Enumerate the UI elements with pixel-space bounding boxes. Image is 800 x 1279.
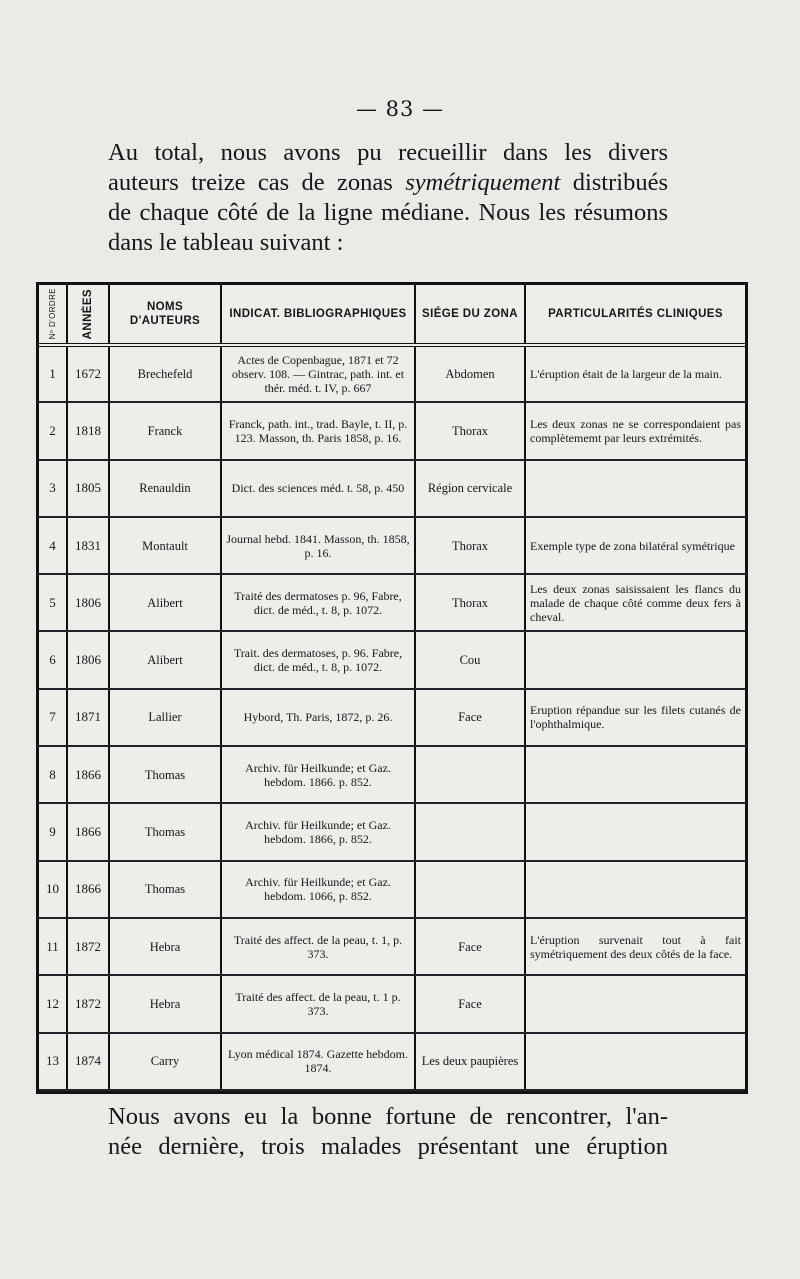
cell-author: Hebra — [109, 918, 221, 975]
cell-siege — [415, 746, 525, 803]
header-order: Nᵒ D'ORDRE — [39, 285, 67, 345]
cell-biblio: Archiv. für Heilkunde; et Gaz. hebdom. 1866, p. 852. — [221, 803, 415, 860]
cell-author: Franck — [109, 402, 221, 459]
cell-biblio: Traité des affect. de la peau, t. 1 p. 373. — [221, 975, 415, 1032]
cell-order: 8 — [39, 746, 67, 803]
cell-author: Alibert — [109, 574, 221, 631]
emphasis-word: symétriquement — [405, 169, 561, 196]
header-biblio: INDICAT. BIBLIOGRAPHIQUES — [221, 285, 415, 345]
cell-author: Lallier — [109, 689, 221, 746]
outro-paragraph — [108, 1102, 668, 1162]
cell-siege: Face — [415, 689, 525, 746]
intro-line-text: distribués — [560, 169, 668, 196]
cell-clinical — [525, 746, 745, 803]
cell-author: Alibert — [109, 631, 221, 688]
cases-table — [39, 285, 745, 1091]
cell-siege: Thorax — [415, 402, 525, 459]
cell-biblio: Traité des affect. de la peau, t. 1, p. 373. — [221, 918, 415, 975]
cell-clinical: L'éruption survenait tout à fait symétriquement des deux côtés de la face. — [525, 918, 745, 975]
table-row — [39, 574, 745, 631]
intro-line: dans le tableau suivant : — [108, 229, 344, 256]
cell-author: Thomas — [109, 861, 221, 918]
intro-line: de chaque côté de la ligne médiane. Nous les résumons — [108, 199, 668, 226]
cell-clinical — [525, 861, 745, 918]
cell-author: Renauldin — [109, 460, 221, 517]
cell-order: 13 — [39, 1033, 67, 1090]
cell-order: 3 — [39, 460, 67, 517]
cell-clinical: Les deux zonas ne se correspondaient pas complètememt par leurs extrémités. — [525, 402, 745, 459]
table-row — [39, 975, 745, 1032]
cell-author: Carry — [109, 1033, 221, 1090]
intro-line — [108, 168, 668, 198]
cell-clinical: L'éruption était de la largeur de la main. — [525, 345, 745, 402]
cell-order: 1 — [39, 345, 67, 402]
cell-order: 9 — [39, 803, 67, 860]
cell-year: 1866 — [67, 861, 109, 918]
cell-year: 1672 — [67, 345, 109, 402]
header-siege: SIÉGE DU ZONA — [415, 285, 525, 345]
cell-siege: Cou — [415, 631, 525, 688]
cell-author: Thomas — [109, 803, 221, 860]
header-clinical: PARTICULARITÉS CLINIQUES — [525, 285, 745, 345]
cell-year: 1866 — [67, 746, 109, 803]
table-row — [39, 746, 745, 803]
cell-year: 1831 — [67, 517, 109, 574]
cell-year: 1874 — [67, 1033, 109, 1090]
cell-biblio: Hybord, Th. Paris, 1872, p. 26. — [221, 689, 415, 746]
table-row — [39, 345, 745, 402]
cell-author: Thomas — [109, 746, 221, 803]
header-year: ANNÉES — [67, 285, 109, 345]
cell-order: 4 — [39, 517, 67, 574]
cell-year: 1806 — [67, 574, 109, 631]
table-header-row — [39, 285, 745, 345]
cell-year: 1806 — [67, 631, 109, 688]
cell-biblio: Journal hebd. 1841. Masson, th. 1858, p. 16. — [221, 517, 415, 574]
cell-biblio: Trait. des dermatoses, p. 96. Fabre, dict. de méd., t. 8, p. 1072. — [221, 631, 415, 688]
cell-biblio: Archiv. für Heilkunde; et Gaz. hebdom. 1066, p. 852. — [221, 861, 415, 918]
cell-clinical — [525, 460, 745, 517]
cell-clinical — [525, 975, 745, 1032]
cell-order: 2 — [39, 402, 67, 459]
table-row — [39, 803, 745, 860]
cell-year: 1872 — [67, 918, 109, 975]
cell-year: 1871 — [67, 689, 109, 746]
cell-year: 1818 — [67, 402, 109, 459]
cell-order: 11 — [39, 918, 67, 975]
table-row — [39, 517, 745, 574]
table-row — [39, 689, 745, 746]
cell-order: 6 — [39, 631, 67, 688]
cell-biblio: Traité des dermatoses p. 96, Fabre, dict. de méd., t. 8, p. 1072. — [221, 574, 415, 631]
table-row — [39, 861, 745, 918]
cell-siege — [415, 803, 525, 860]
table-row — [39, 1033, 745, 1090]
cell-siege: Thorax — [415, 574, 525, 631]
cell-order: 5 — [39, 574, 67, 631]
cases-table-frame — [36, 282, 748, 1094]
cell-clinical — [525, 1033, 745, 1090]
cell-clinical — [525, 631, 745, 688]
cell-author: Brechefeld — [109, 345, 221, 402]
cell-author: Montault — [109, 517, 221, 574]
cell-siege: Région cervicale — [415, 460, 525, 517]
table-row — [39, 918, 745, 975]
cell-siege — [415, 861, 525, 918]
cell-author: Hebra — [109, 975, 221, 1032]
cell-clinical: Exemple type de zona bilatéral symétrique — [525, 517, 745, 574]
cell-year: 1872 — [67, 975, 109, 1032]
cell-biblio: Dict. des sciences méd. t. 58, p. 450 — [221, 460, 415, 517]
cell-clinical — [525, 803, 745, 860]
cell-biblio: Lyon médical 1874. Gazette hebdom. 1874. — [221, 1033, 415, 1090]
table-row — [39, 402, 745, 459]
outro-line: née dernière, trois malades présentant une éruption — [108, 1133, 668, 1160]
cell-siege: Les deux paupières — [415, 1033, 525, 1090]
header-authors: NOMS D'AUTEURS — [109, 285, 221, 345]
cell-clinical: Les deux zonas saisissaient les flancs du malade de chaque côté comme deux fers à cheval. — [525, 574, 745, 631]
cell-biblio: Actes de Copenbague, 1871 et 72 observ. 108. — Gintrac, path. int. et thér. méd. t. IV, p. 667 — [221, 345, 415, 402]
cell-siege: Thorax — [415, 517, 525, 574]
cell-order: 12 — [39, 975, 67, 1032]
outro-line: Nous avons eu la bonne fortune de rencontrer, l'an- — [108, 1103, 668, 1130]
cell-biblio: Franck, path. int., trad. Bayle, t. II, p. 123. Masson, th. Paris 1858, p. 16. — [221, 402, 415, 459]
table-row — [39, 631, 745, 688]
cell-siege: Face — [415, 918, 525, 975]
cell-biblio: Archiv. für Heilkunde; et Gaz. hebdom. 1866. p. 852. — [221, 746, 415, 803]
cell-order: 10 — [39, 861, 67, 918]
cell-siege: Abdomen — [415, 345, 525, 402]
table-body — [39, 345, 745, 1090]
cell-siege: Face — [415, 975, 525, 1032]
page-number: — 83 — — [355, 97, 445, 121]
intro-line-text: auteurs treize cas de zonas — [108, 169, 406, 196]
cell-year: 1805 — [67, 460, 109, 517]
cell-order: 7 — [39, 689, 67, 746]
cell-year: 1866 — [67, 803, 109, 860]
table-row — [39, 460, 745, 517]
cell-clinical: Eruption répandue sur les filets cutanés de l'ophthalmique. — [525, 689, 745, 746]
intro-paragraph — [108, 138, 668, 258]
intro-line: Au total, nous avons pu recueillir dans les divers — [108, 139, 668, 166]
